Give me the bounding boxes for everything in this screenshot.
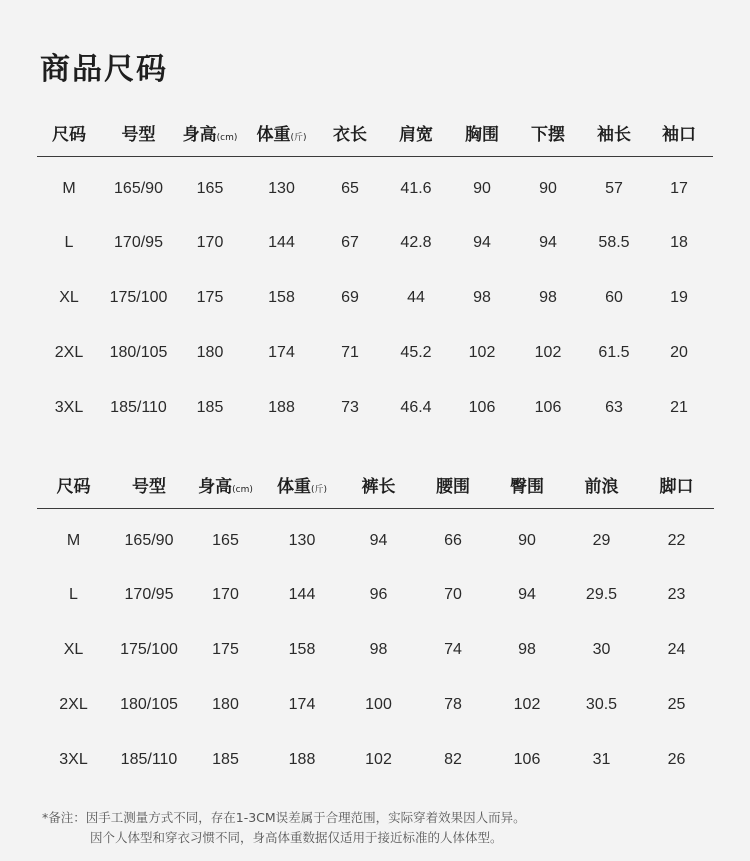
table-cell: 67 <box>341 233 359 251</box>
column-header-label: 号型 <box>132 476 166 497</box>
column-header-unit: (cm) <box>232 484 253 495</box>
table-cell: 17 <box>670 179 688 197</box>
column-header-label: 肩宽 <box>399 124 433 145</box>
column-header <box>564 460 639 509</box>
table-cell: 102 <box>468 343 496 361</box>
table-cell: 61.5 <box>598 343 630 361</box>
table-cell: 41.6 <box>400 179 432 197</box>
column-header <box>176 108 244 157</box>
table-row <box>37 157 713 221</box>
table-row <box>37 221 713 265</box>
bottom-size-table <box>37 460 714 793</box>
table-cell: 98 <box>539 288 557 306</box>
column-header-label: 前浪 <box>584 476 619 497</box>
table-cell: 58.5 <box>598 233 630 251</box>
table-cell: 185/110 <box>120 750 178 768</box>
table-cell: 130 <box>288 531 316 549</box>
column-header <box>37 108 101 157</box>
table-cell: 46.4 <box>400 398 432 416</box>
table-cell: 144 <box>288 585 316 603</box>
header-row <box>37 460 714 509</box>
table-cell: 45.2 <box>400 343 432 361</box>
table-cell: 174 <box>268 343 295 361</box>
column-header <box>244 108 319 157</box>
table-cell: 69 <box>341 288 359 306</box>
top-size-table <box>37 108 713 441</box>
table-cell: 44 <box>407 288 425 306</box>
table-cell: 102 <box>365 750 392 768</box>
table-cell: M <box>62 179 76 197</box>
table-cell: 106 <box>513 750 541 768</box>
column-header-label: 脚口 <box>659 476 694 497</box>
table-cell: 23 <box>667 585 686 603</box>
table-cell: 65 <box>341 179 359 197</box>
table-row <box>37 573 714 617</box>
header-row <box>37 108 713 157</box>
column-header-label: 体重 <box>276 476 311 497</box>
table-cell: 175 <box>196 288 224 306</box>
table-cell: 94 <box>473 233 491 251</box>
table-cell: 185 <box>196 398 224 416</box>
table-cell: 73 <box>341 398 359 416</box>
table-cell: 29 <box>592 531 611 549</box>
table-cell: 90 <box>473 179 491 197</box>
table-cell: 3XL <box>54 398 84 416</box>
table-cell: 74 <box>444 640 462 658</box>
table-cell: 98 <box>369 640 388 658</box>
column-header <box>583 108 645 157</box>
note-line-2: 因个人体型和穿衣习惯不同，身高体重数据仅适用于接近标准的人体体型。 <box>90 830 503 845</box>
column-header <box>645 108 713 157</box>
table-cell: 165 <box>212 531 239 549</box>
table-cell: 19 <box>670 288 688 306</box>
column-header-label: 胸围 <box>465 124 499 145</box>
table-cell: 188 <box>288 750 316 768</box>
column-header-label: 尺码 <box>52 124 86 145</box>
column-header <box>110 460 188 509</box>
column-header <box>101 108 176 157</box>
table-cell: 57 <box>605 179 623 197</box>
table-cell: 60 <box>605 288 623 306</box>
table-cell: 175/100 <box>120 640 178 658</box>
table-cell: 170/95 <box>124 585 174 603</box>
column-header <box>37 460 110 509</box>
table-cell: 165 <box>196 179 224 197</box>
table-cell: 18 <box>670 233 688 251</box>
table-cell: 94 <box>518 585 536 603</box>
table-cell: 175/100 <box>109 288 168 306</box>
column-header-label: 臀围 <box>510 476 544 497</box>
column-header <box>341 460 416 509</box>
table-cell: 102 <box>534 343 562 361</box>
table-cell: 185/110 <box>110 398 167 416</box>
table-cell: 170 <box>212 585 239 603</box>
table-cell: 144 <box>268 233 295 251</box>
table-cell: 71 <box>341 343 359 361</box>
column-header <box>263 460 341 509</box>
table-cell: 30 <box>592 640 611 658</box>
table-row <box>37 265 713 331</box>
table-cell: L <box>64 233 74 251</box>
table-row <box>37 331 713 375</box>
column-header <box>451 108 513 157</box>
table-cell: 106 <box>468 398 496 416</box>
table-cell: 25 <box>667 695 686 713</box>
table-cell: 24 <box>667 640 686 658</box>
table-cell: 94 <box>369 531 388 549</box>
table-cell: 158 <box>288 640 316 658</box>
table-cell: 165/90 <box>114 179 163 197</box>
table-cell: 90 <box>539 179 557 197</box>
table-cell: L <box>69 585 78 603</box>
table-cell: 185 <box>212 750 239 768</box>
column-header <box>381 108 451 157</box>
table-cell: 188 <box>268 398 295 416</box>
table-row <box>37 683 714 727</box>
table-cell: 165/90 <box>124 531 174 549</box>
column-header-label: 体重 <box>256 124 291 145</box>
table-cell: 170/95 <box>114 233 163 251</box>
table-cell: 180 <box>196 343 224 361</box>
table-cell: 20 <box>670 343 688 361</box>
column-header-label: 腰围 <box>436 476 470 497</box>
table-cell: 3XL <box>59 750 88 768</box>
table-cell: 31 <box>592 750 611 768</box>
column-header-unit: (斤) <box>290 132 307 143</box>
table-cell: 180 <box>212 695 239 713</box>
table-cell: 98 <box>473 288 491 306</box>
column-header-unit: (斤) <box>310 484 328 495</box>
table-cell: XL <box>59 288 79 306</box>
column-header <box>490 460 564 509</box>
column-header-label: 尺码 <box>56 476 91 497</box>
table-cell: XL <box>63 640 84 658</box>
page-title: 商品尺码 <box>40 52 168 87</box>
column-header <box>188 460 263 509</box>
table-cell: 180/105 <box>120 695 178 713</box>
table-cell: 21 <box>670 398 688 416</box>
table-cell: 106 <box>534 398 562 416</box>
table-row <box>37 375 713 441</box>
column-header-label: 袖口 <box>662 124 696 145</box>
table-cell: M <box>66 531 81 549</box>
table-cell: 100 <box>365 695 392 713</box>
table-cell: 78 <box>444 695 462 713</box>
table-row <box>37 727 714 793</box>
column-header-label: 下摆 <box>531 124 565 145</box>
column-header-label: 身高 <box>182 124 217 145</box>
table-cell: 66 <box>444 531 462 549</box>
table-cell: 102 <box>513 695 541 713</box>
column-header-label: 裤长 <box>361 476 396 497</box>
table-cell: 70 <box>444 585 462 603</box>
column-header <box>639 460 714 509</box>
table-cell: 29.5 <box>585 585 618 603</box>
table-cell: 26 <box>667 750 686 768</box>
column-header <box>319 108 381 157</box>
table-body <box>37 509 714 793</box>
table-cell: 90 <box>518 531 536 549</box>
table-body <box>37 157 713 441</box>
table-cell: 2XL <box>59 695 88 713</box>
column-header-label: 袖长 <box>597 124 631 145</box>
column-header <box>416 460 490 509</box>
column-header-unit: (cm) <box>216 132 238 143</box>
table-cell: 175 <box>212 640 239 658</box>
table-cell: 22 <box>667 531 686 549</box>
table-cell: 42.8 <box>400 233 432 251</box>
table-cell: 174 <box>288 695 316 713</box>
table-cell: 63 <box>605 398 623 416</box>
table-cell: 180/105 <box>109 343 168 361</box>
table-cell: 96 <box>369 585 388 603</box>
table-cell: 170 <box>196 233 224 251</box>
table-row <box>37 617 714 683</box>
size-note <box>42 808 526 848</box>
table-cell: 30.5 <box>585 695 618 713</box>
column-header-label: 衣长 <box>333 124 367 145</box>
column-header <box>513 108 583 157</box>
table-cell: 94 <box>539 233 557 251</box>
table-cell: 98 <box>518 640 536 658</box>
column-header-label: 号型 <box>121 124 156 145</box>
note-line-1: *备注：因手工测量方式不同，存在1-3CM误差属于合理范围，实际穿着效果因人而异。 <box>42 810 526 825</box>
table-cell: 158 <box>268 288 295 306</box>
column-header-label: 身高 <box>198 476 233 497</box>
table-cell: 82 <box>444 750 462 768</box>
table-cell: 2XL <box>54 343 84 361</box>
table-cell: 130 <box>268 179 295 197</box>
table-row <box>37 509 714 573</box>
